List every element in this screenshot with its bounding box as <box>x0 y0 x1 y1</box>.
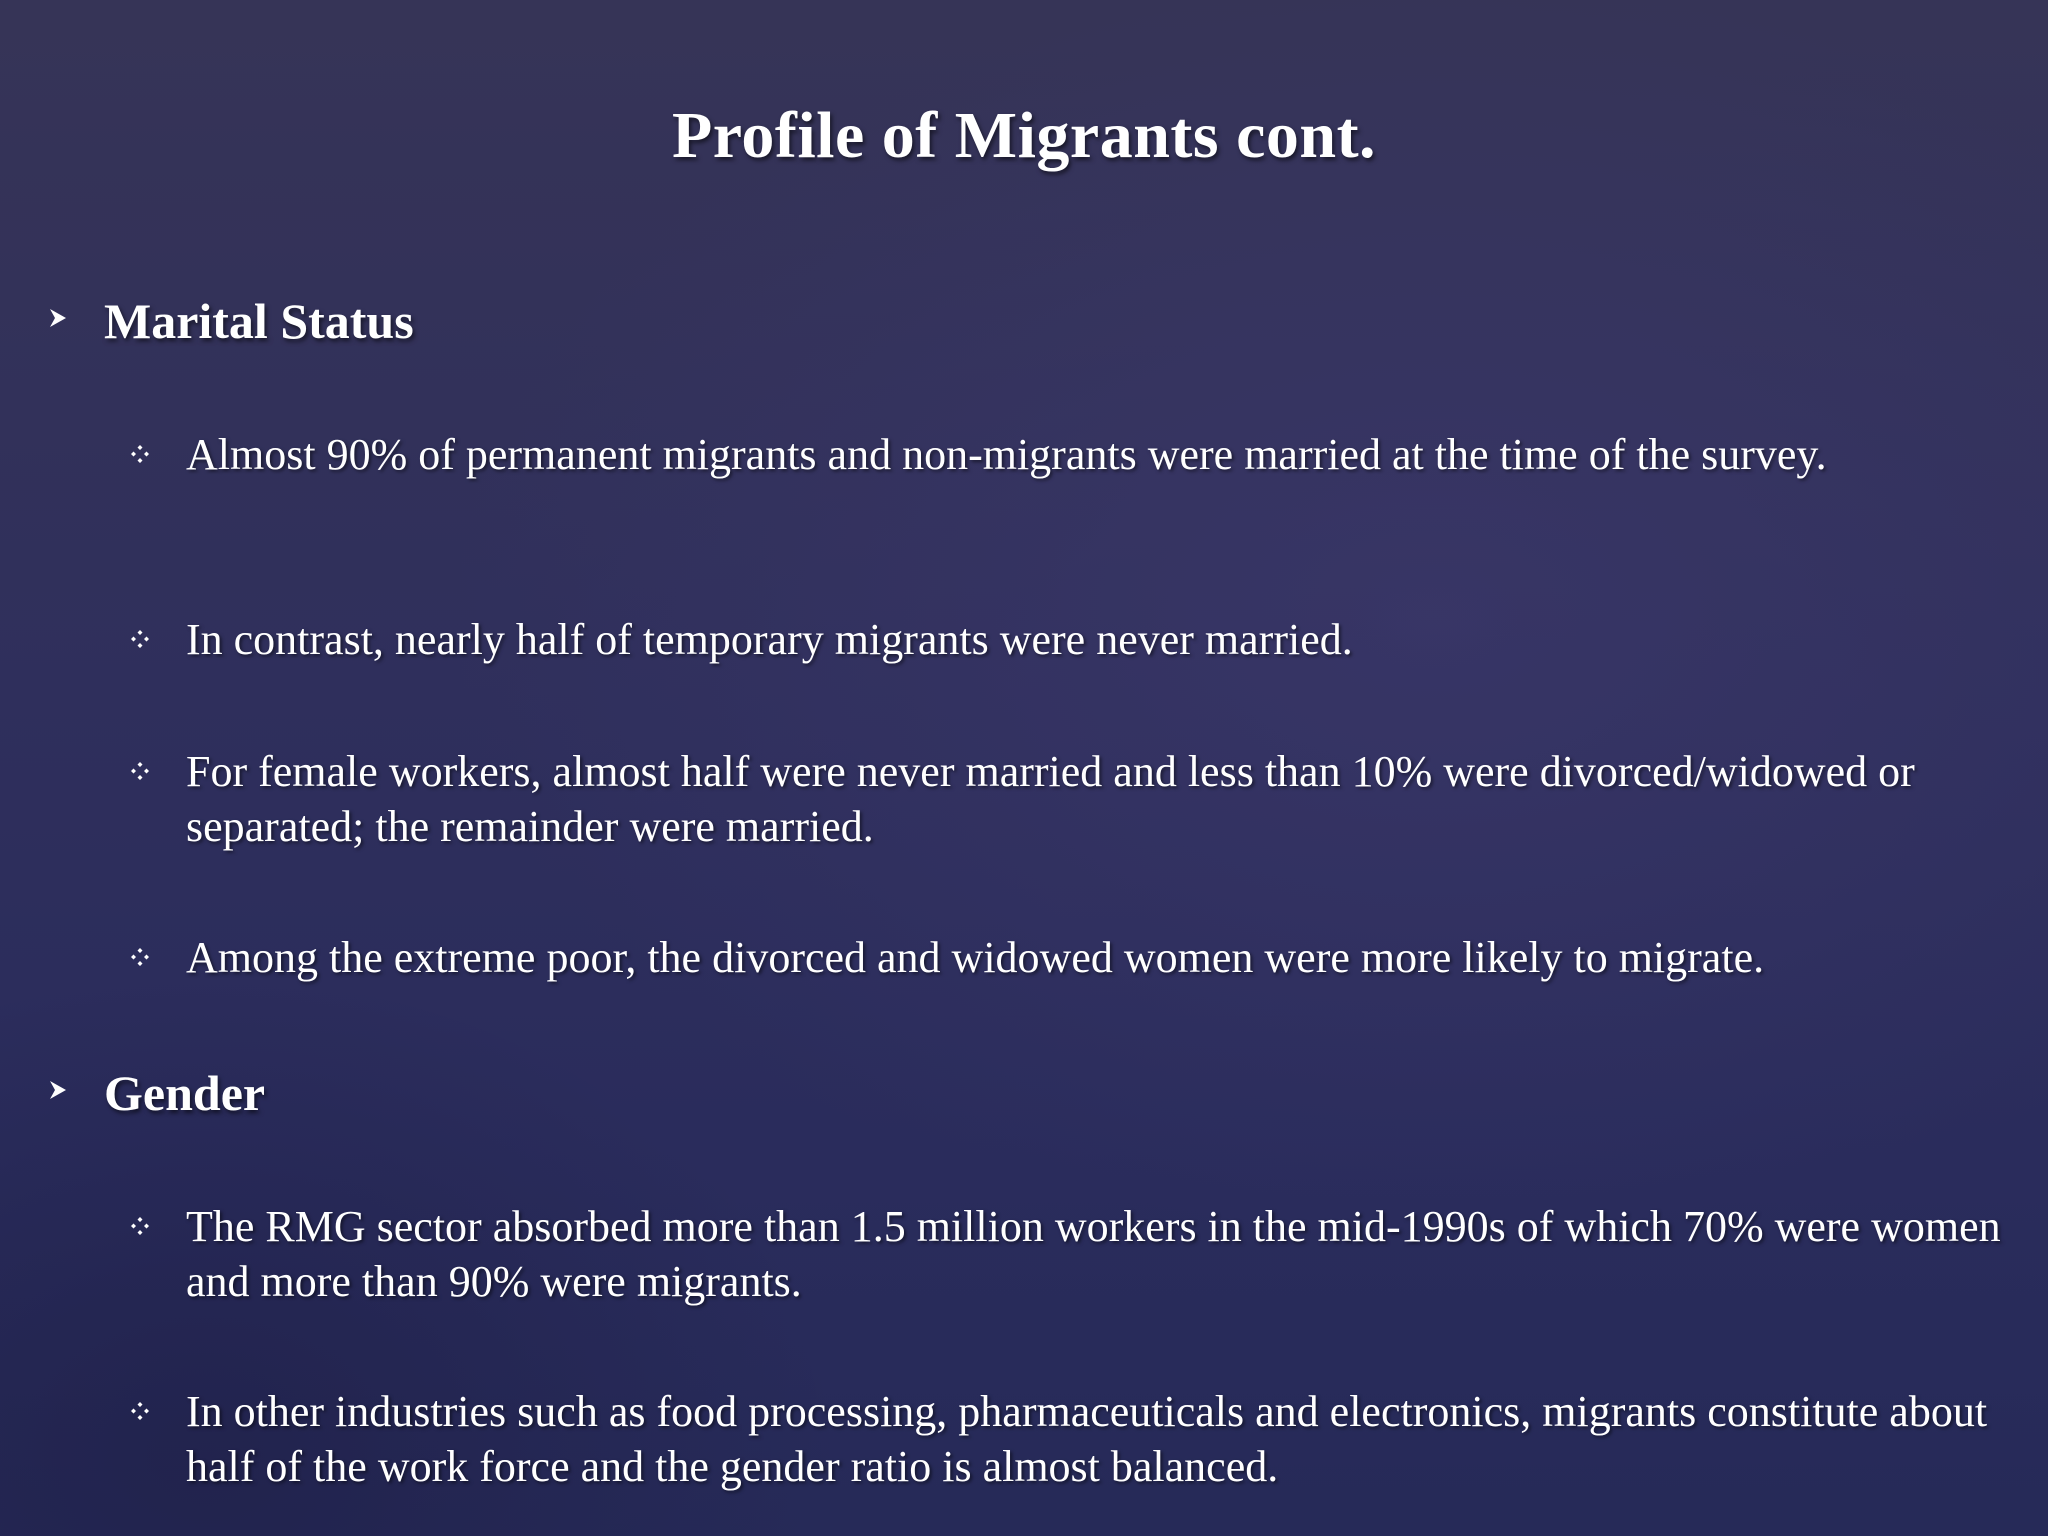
list-item <box>0 857 2048 987</box>
slide-title: Profile of Migrants cont. <box>671 99 1377 172</box>
section-heading: Marital Status <box>104 293 414 349</box>
diamond-dots-bullet-icon <box>130 629 150 649</box>
list-item-text: Almost 90% of permanent migrants and non-migrants were married at the time of the survey. <box>186 430 1827 479</box>
list-item-text: Among the extreme poor, the divorced and widowed women were more likely to migrate. <box>186 933 1765 982</box>
arrowhead-bullet-icon <box>48 306 68 330</box>
list-item-text: In other industries such as food processing, pharmaceuticals and electronics, migrants constitute about half of the work force and the gender ratio is almost balanced. <box>186 1387 1988 1491</box>
arrowhead-bullet-icon <box>48 1078 68 1102</box>
list-item <box>0 1311 2048 1497</box>
list-item <box>0 354 2048 539</box>
list-item-text: The RMG sector absorbed more than 1.5 million workers in the mid-1990s of which 70% were women and more than 90% were migrants. <box>186 1202 2001 1306</box>
list-item <box>0 539 2048 671</box>
list-item <box>0 1126 2048 1311</box>
diamond-dots-bullet-icon <box>130 1401 150 1421</box>
diamond-dots-bullet-icon <box>130 1216 150 1236</box>
list-item-text: For female workers, almost half were never married and less than 10% were divorced/widowed or separated; the remainder were married. <box>186 747 1915 851</box>
section-heading-row <box>0 1064 2048 1126</box>
section-heading: Gender <box>104 1065 266 1121</box>
section-heading-row <box>0 292 2048 354</box>
section-marital-status <box>0 292 2048 987</box>
diamond-dots-bullet-icon <box>130 444 150 464</box>
list-item-text: In contrast, nearly half of temporary migrants were never married. <box>186 615 1353 664</box>
diamond-dots-bullet-icon <box>130 947 150 967</box>
section-gender <box>0 1064 2048 1497</box>
list-item <box>0 671 2048 857</box>
diamond-dots-bullet-icon <box>130 761 150 781</box>
